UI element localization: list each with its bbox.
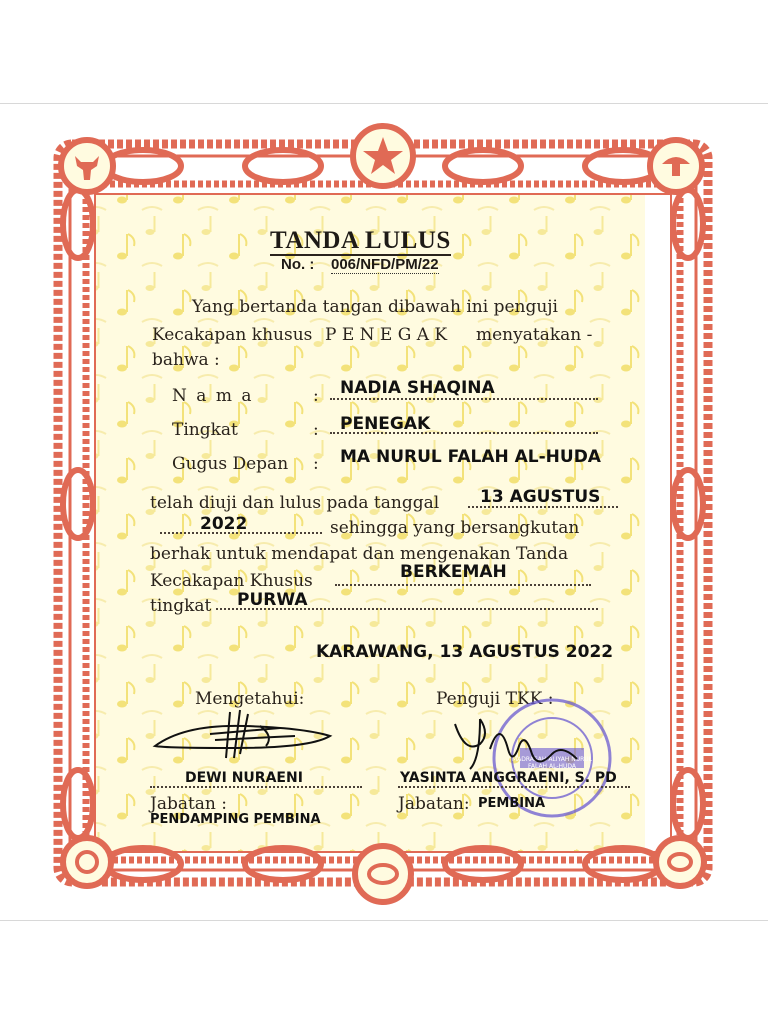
- left-sign-name: DEWI NURAENI: [185, 770, 303, 786]
- kk-value: BERKEMAH: [400, 562, 507, 582]
- certificate-number: 006/NFD/PM/22: [331, 256, 439, 273]
- intro-line-2a: Kecakapan khusus: [152, 325, 313, 345]
- kk-label: Kecakapan Khusus: [150, 571, 313, 591]
- intro-line-2c: menyatakan -: [476, 325, 593, 345]
- field-label-tingkat: Tingkat: [172, 420, 238, 440]
- level-label: tingkat: [150, 596, 212, 616]
- field-colon-name: :: [313, 386, 319, 406]
- tested-date: 13 AGUSTUS: [480, 487, 601, 507]
- page-edge-bottom: [0, 920, 768, 921]
- right-signature: [445, 709, 585, 779]
- dotted-line: [330, 398, 598, 400]
- right-role-label: Jabatan:: [398, 794, 470, 814]
- entitled-text: berhak untuk mendapat dan mengenakan Tanda: [150, 544, 569, 564]
- tree-emblem-icon: [650, 140, 702, 192]
- left-role-label: Jabatan :: [150, 794, 228, 814]
- field-value-gugus: MA NURUL FALAH AL-HUDA: [340, 447, 601, 467]
- field-value-name: NADIA SHAQINA: [340, 378, 495, 398]
- dotted-line: [468, 506, 618, 508]
- field-colon-gugus: :: [313, 454, 319, 474]
- bottom-center-emblem-icon: [355, 846, 411, 902]
- bull-emblem-icon: [61, 140, 113, 192]
- left-role-value: PENDAMPING PEMBINA: [150, 812, 321, 827]
- tested-text: telah diuji dan lulus pada tanggal: [150, 493, 440, 513]
- field-value-tingkat: PENEGAK: [340, 414, 431, 434]
- right-role-value: PEMBINA: [478, 796, 546, 811]
- dotted-line: [160, 532, 322, 534]
- bottom-left-emblem-icon: [63, 838, 111, 886]
- intro-line-1: Yang bertanda tangan dibawah ini penguji: [192, 297, 558, 317]
- bottom-right-emblem-icon: [656, 838, 704, 886]
- intro-line-2b: P E N E G A K: [325, 325, 448, 345]
- certificate-title: TANDA LULUS: [270, 227, 451, 254]
- certificate-sheet: [0, 104, 768, 920]
- left-signature: [150, 704, 340, 764]
- tested-year: 2022: [200, 514, 248, 534]
- right-sign-heading: Penguji TKK :: [436, 689, 554, 709]
- dotted-line: [398, 786, 630, 788]
- so-text: sehingga yang bersangkutan: [330, 518, 580, 538]
- place-date: KARAWANG, 13 AGUSTUS 2022: [316, 642, 614, 662]
- dotted-line: [150, 786, 362, 788]
- field-colon-tingkat: :: [313, 420, 319, 440]
- star-emblem-icon: [353, 126, 413, 186]
- number-label: No. :: [281, 256, 315, 273]
- stamp-text: MADRASAH ALIYAH NURUL FALAH AL-HUDA: [511, 756, 593, 770]
- left-sign-heading: Mengetahui:: [195, 689, 305, 709]
- dotted-line: [330, 432, 598, 434]
- field-label-gugus: Gugus Depan: [172, 454, 289, 474]
- dotted-line: [335, 584, 591, 586]
- field-label-name: N a m a: [172, 386, 254, 406]
- right-sign-name: YASINTA ANGGRAENI, S. PD: [400, 770, 617, 786]
- level-value: PURWA: [237, 590, 308, 610]
- intro-line-3: bahwa :: [152, 350, 220, 370]
